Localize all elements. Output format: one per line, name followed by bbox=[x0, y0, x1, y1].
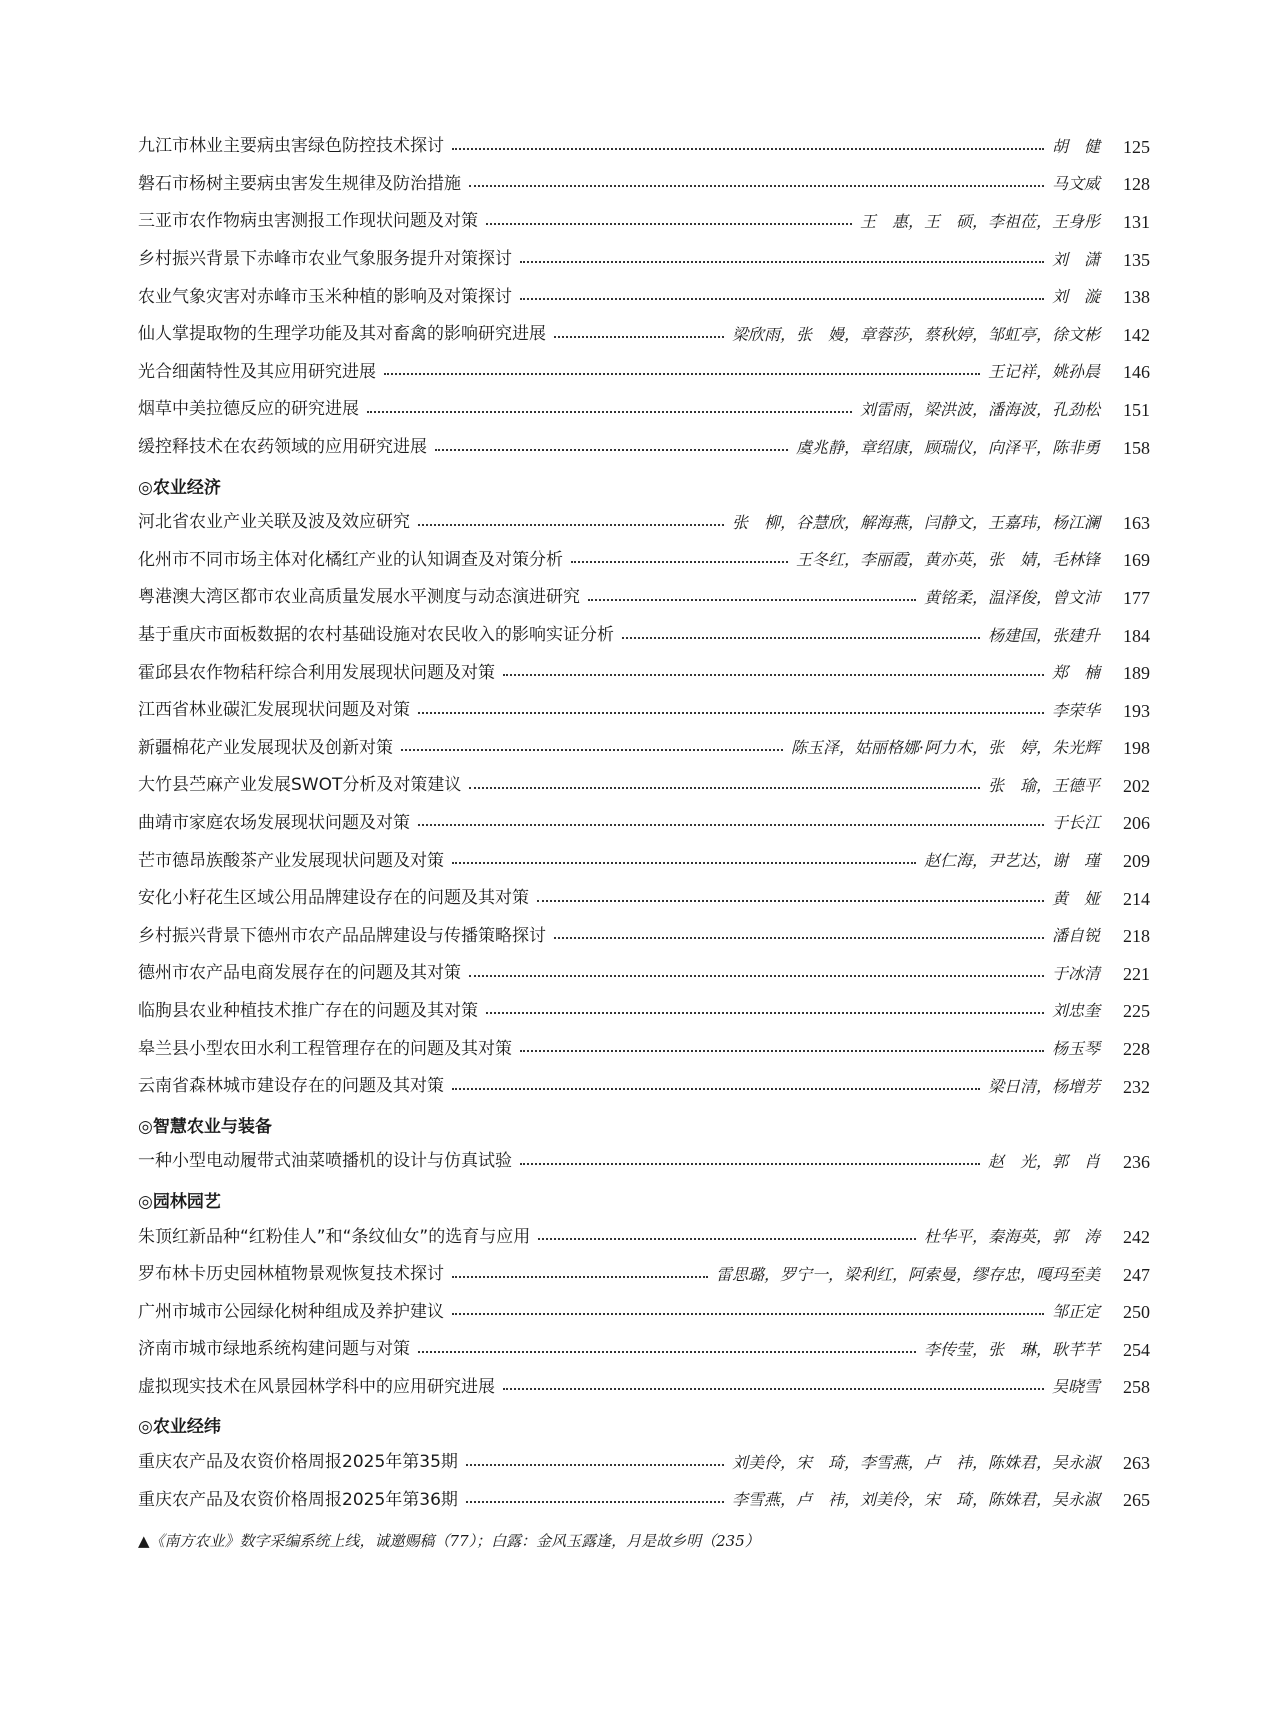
entry-page-number: 135 bbox=[1123, 249, 1150, 270]
toc-entry[interactable] bbox=[138, 1143, 1150, 1181]
dot-leader bbox=[520, 1163, 980, 1165]
entry-page-number: 250 bbox=[1123, 1302, 1150, 1323]
entry-authors: 胡 健 bbox=[1051, 136, 1100, 156]
section-heading: ◎智慧农业与装备 bbox=[138, 1116, 272, 1137]
toc-entry[interactable] bbox=[138, 1331, 1150, 1369]
entry-title: 虚拟现实技术在风景园林学科中的应用研究进展 bbox=[138, 1376, 495, 1397]
entry-page-number: 247 bbox=[1123, 1264, 1150, 1285]
entry-page-number: 202 bbox=[1123, 775, 1150, 796]
dot-leader bbox=[537, 900, 1044, 902]
entry-title: 光合细菌特性及其应用研究进展 bbox=[138, 361, 376, 382]
entry-authors: 李雪燕，卢 祎，刘美伶，宋 琦，陈姝君，吴永淑 bbox=[731, 1490, 1100, 1510]
toc-entry[interactable] bbox=[138, 166, 1150, 204]
entry-authors: 雷思璐，罗宁一，梁利红，阿索曼，缪存忠，嘎玛至美 bbox=[715, 1264, 1100, 1284]
toc-entry[interactable] bbox=[138, 1369, 1150, 1407]
toc-entry[interactable] bbox=[138, 128, 1150, 166]
toc-entry[interactable] bbox=[138, 1218, 1150, 1256]
entry-page-number: 189 bbox=[1123, 663, 1150, 684]
entry-authors: 陈玉泽，姑丽格娜·阿力木，张 婷，朱光辉 bbox=[790, 738, 1100, 758]
entry-authors: 李传莹，张 琳，耿芊芊 bbox=[923, 1339, 1100, 1359]
entry-title: 河北省农业产业关联及波及效应研究 bbox=[138, 512, 410, 533]
entry-authors: 李荣华 bbox=[1051, 700, 1100, 720]
entry-title: 三亚市农作物病虫害测报工作现状问题及对策 bbox=[138, 211, 478, 232]
entry-authors: 刘 漩 bbox=[1051, 287, 1100, 307]
dot-leader bbox=[486, 223, 852, 225]
entry-authors: 刘 潇 bbox=[1051, 249, 1100, 269]
entry-authors: 虞兆静，章绍康，顾瑞仪，向泽平，陈非勇 bbox=[795, 437, 1100, 457]
entry-page-number: 184 bbox=[1123, 625, 1150, 646]
toc-entry[interactable] bbox=[138, 429, 1150, 467]
dot-leader bbox=[469, 787, 980, 789]
entry-title: 芒市德昂族酸茶产业发展现状问题及对策 bbox=[138, 850, 444, 871]
entry-authors: 刘忠奎 bbox=[1051, 1001, 1100, 1021]
entry-page-number: 225 bbox=[1123, 1001, 1150, 1022]
entry-page-number: 128 bbox=[1123, 174, 1150, 195]
toc-entry[interactable] bbox=[138, 1481, 1150, 1519]
entry-authors: 张 瑜，王德平 bbox=[987, 775, 1100, 795]
entry-authors: 王记祥，姚孙晨 bbox=[987, 362, 1100, 382]
entry-title: 烟草中美拉德反应的研究进展 bbox=[138, 399, 359, 420]
toc-entry[interactable] bbox=[138, 278, 1150, 316]
toc-entry[interactable] bbox=[138, 955, 1150, 993]
entry-title: 大竹县苎麻产业发展SWOT分析及对策建议 bbox=[138, 775, 462, 796]
toc-entry[interactable] bbox=[138, 993, 1150, 1031]
dot-leader bbox=[538, 1238, 916, 1240]
entry-title: 临朐县农业种植技术推广存在的问题及其对策 bbox=[138, 1000, 478, 1021]
dot-leader bbox=[503, 674, 1044, 676]
entry-page-number: 158 bbox=[1123, 437, 1150, 458]
toc-entry[interactable] bbox=[138, 1068, 1150, 1106]
entry-authors: 杜华平，秦海英，郭 涛 bbox=[923, 1227, 1100, 1247]
dot-leader bbox=[469, 185, 1044, 187]
dot-leader bbox=[452, 862, 916, 864]
dot-leader bbox=[418, 712, 1044, 714]
entry-authors: 王冬红，李丽霞，黄亦英，张 婧，毛林锋 bbox=[795, 550, 1100, 570]
entry-title: 磐石市杨树主要病虫害发生规律及防治措施 bbox=[138, 173, 461, 194]
entry-authors: 于长江 bbox=[1051, 813, 1100, 833]
entry-authors: 王 惠，王 硕，李祖莅，王身彤 bbox=[859, 211, 1100, 231]
dot-leader bbox=[418, 524, 724, 526]
entry-page-number: 177 bbox=[1123, 587, 1150, 608]
toc-entry[interactable] bbox=[138, 1293, 1150, 1331]
dot-leader bbox=[622, 637, 980, 639]
entry-title: 皋兰县小型农田水利工程管理存在的问题及其对策 bbox=[138, 1038, 512, 1059]
entry-title: 基于重庆市面板数据的农村基础设施对农民收入的影响实证分析 bbox=[138, 625, 614, 646]
toc-entry[interactable] bbox=[138, 654, 1150, 692]
dot-leader bbox=[452, 1313, 1044, 1315]
toc-entry[interactable] bbox=[138, 617, 1150, 655]
entry-title: 济南市城市绿地系统构建问题与对策 bbox=[138, 1339, 410, 1360]
entry-page-number: 209 bbox=[1123, 851, 1150, 872]
toc-entry[interactable] bbox=[138, 692, 1150, 730]
dot-leader bbox=[486, 1012, 1044, 1014]
entry-page-number: 228 bbox=[1123, 1039, 1150, 1060]
toc-entry[interactable] bbox=[138, 805, 1150, 843]
entry-title: 仙人掌提取物的生理学功能及其对畜禽的影响研究进展 bbox=[138, 324, 546, 345]
entry-page-number: 263 bbox=[1123, 1452, 1150, 1473]
entry-page-number: 206 bbox=[1123, 813, 1150, 834]
dot-leader bbox=[520, 1050, 1044, 1052]
entry-authors: 黄铭柔，温泽俊，曾文沛 bbox=[923, 587, 1100, 607]
toc-entry[interactable] bbox=[138, 579, 1150, 617]
entry-title: 江西省林业碳汇发展现状问题及对策 bbox=[138, 700, 410, 721]
dot-leader bbox=[520, 261, 1044, 263]
entry-page-number: 236 bbox=[1123, 1151, 1150, 1172]
entry-title: 农业气象灾害对赤峰市玉米种植的影响及对策探讨 bbox=[138, 286, 512, 307]
section-heading: ◎农业经济 bbox=[138, 477, 221, 498]
entry-title: 朱顶红新品种“红粉佳人”和“条纹仙女”的选育与应用 bbox=[138, 1226, 531, 1247]
entry-title: 乡村振兴背景下德州市农产品品牌建设与传播策略探讨 bbox=[138, 925, 546, 946]
toc-entry[interactable] bbox=[138, 917, 1150, 955]
entry-title: 新疆棉花产业发展现状及创新对策 bbox=[138, 737, 393, 758]
table-of-contents bbox=[138, 128, 1150, 1519]
entry-title: 霍邱县农作物秸秆综合利用发展现状问题及对策 bbox=[138, 662, 495, 683]
entry-page-number: 242 bbox=[1123, 1227, 1150, 1248]
dot-leader bbox=[452, 1088, 980, 1090]
entry-authors: 马文威 bbox=[1051, 174, 1100, 194]
entry-title: 粤港澳大湾区都市农业高质量发展水平测度与动态演进研究 bbox=[138, 587, 580, 608]
dot-leader bbox=[503, 1388, 1044, 1390]
toc-entry[interactable] bbox=[138, 842, 1150, 880]
entry-authors: 吴晓雪 bbox=[1051, 1377, 1100, 1397]
dot-leader bbox=[367, 411, 852, 413]
toc-entry[interactable] bbox=[138, 241, 1150, 279]
entry-authors: 梁欣雨，张 嫚，章蓉莎，蔡秋婷，邹虹亭，徐文彬 bbox=[731, 324, 1100, 344]
entry-authors: 黄 娅 bbox=[1051, 888, 1100, 908]
entry-page-number: 214 bbox=[1123, 888, 1150, 909]
entry-authors: 杨建国，张建升 bbox=[987, 625, 1100, 645]
dot-leader bbox=[401, 749, 783, 751]
footnote: ▲《南方农业》数字采编系统上线，诚邀赐稿（77）；白露：金风玉露逢，月是故乡明（235） bbox=[138, 1532, 760, 1550]
dot-leader bbox=[418, 824, 1044, 826]
section-heading: ◎农业经纬 bbox=[138, 1417, 221, 1438]
toc-entry[interactable] bbox=[138, 354, 1150, 392]
entry-title: 重庆农产品及农资价格周报2025年第35期 bbox=[138, 1452, 458, 1473]
toc-entry[interactable] bbox=[138, 880, 1150, 918]
toc-entry[interactable] bbox=[138, 767, 1150, 805]
dot-leader bbox=[554, 336, 724, 338]
entry-title: 九江市林业主要病虫害绿色防控技术探讨 bbox=[138, 136, 444, 157]
dot-leader bbox=[554, 937, 1044, 939]
entry-title: 化州市不同市场主体对化橘红产业的认知调查及对策分析 bbox=[138, 549, 563, 570]
entry-authors: 赵 光，郭 肖 bbox=[987, 1151, 1100, 1171]
dot-leader bbox=[452, 1276, 708, 1278]
toc-entry[interactable] bbox=[138, 316, 1150, 354]
entry-title: 安化小籽花生区域公用品牌建设存在的问题及其对策 bbox=[138, 888, 529, 909]
entry-page-number: 131 bbox=[1123, 211, 1150, 232]
entry-authors: 张 柳，谷慧欣，解海燕，闫静文，王嘉玮，杨江澜 bbox=[731, 512, 1100, 532]
toc-entry[interactable] bbox=[138, 203, 1150, 241]
entry-page-number: 169 bbox=[1123, 550, 1150, 571]
entry-page-number: 146 bbox=[1123, 362, 1150, 383]
entry-page-number: 218 bbox=[1123, 926, 1150, 947]
toc-entry[interactable] bbox=[138, 542, 1150, 580]
toc-entry[interactable] bbox=[138, 504, 1150, 542]
entry-page-number: 142 bbox=[1123, 324, 1150, 345]
toc-entry[interactable] bbox=[138, 730, 1150, 768]
entry-page-number: 232 bbox=[1123, 1076, 1150, 1097]
entry-title: 缓控释技术在农药领域的应用研究进展 bbox=[138, 437, 427, 458]
entry-title: 乡村振兴背景下赤峰市农业气象服务提升对策探讨 bbox=[138, 249, 512, 270]
entry-authors: 刘雷雨，梁洪波，潘海波，孔劲松 bbox=[859, 399, 1100, 419]
dot-leader bbox=[466, 1501, 724, 1503]
toc-entry[interactable] bbox=[138, 1030, 1150, 1068]
entry-authors: 于冰清 bbox=[1051, 963, 1100, 983]
entry-page-number: 125 bbox=[1123, 136, 1150, 157]
entry-authors: 杨玉琴 bbox=[1051, 1039, 1100, 1059]
toc-entry[interactable] bbox=[138, 391, 1150, 429]
entry-page-number: 265 bbox=[1123, 1490, 1150, 1511]
toc-entry[interactable] bbox=[138, 1256, 1150, 1294]
entry-authors: 郑 楠 bbox=[1051, 663, 1100, 683]
entry-page-number: 138 bbox=[1123, 287, 1150, 308]
entry-page-number: 198 bbox=[1123, 738, 1150, 759]
entry-title: 罗布林卡历史园林植物景观恢复技术探讨 bbox=[138, 1264, 444, 1285]
dot-leader bbox=[520, 298, 1044, 300]
dot-leader bbox=[466, 1464, 724, 1466]
entry-page-number: 221 bbox=[1123, 963, 1150, 984]
dot-leader bbox=[452, 148, 1044, 150]
entry-authors: 潘自锐 bbox=[1051, 926, 1100, 946]
entry-title: 一种小型电动履带式油菜喷播机的设计与仿真试验 bbox=[138, 1151, 512, 1172]
entry-page-number: 258 bbox=[1123, 1377, 1150, 1398]
entry-title: 云南省森林城市建设存在的问题及其对策 bbox=[138, 1076, 444, 1097]
entry-authors: 邹正定 bbox=[1051, 1302, 1100, 1322]
dot-leader bbox=[384, 373, 980, 375]
entry-page-number: 151 bbox=[1123, 399, 1150, 420]
dot-leader bbox=[469, 975, 1044, 977]
section-heading: ◎园林园艺 bbox=[138, 1191, 221, 1212]
entry-authors: 梁日清，杨增芳 bbox=[987, 1076, 1100, 1096]
toc-entry[interactable] bbox=[138, 1444, 1150, 1482]
entry-page-number: 254 bbox=[1123, 1339, 1150, 1360]
entry-page-number: 163 bbox=[1123, 512, 1150, 533]
entry-page-number: 193 bbox=[1123, 700, 1150, 721]
entry-title: 广州市城市公园绿化树种组成及养护建议 bbox=[138, 1301, 444, 1322]
entry-title: 曲靖市家庭农场发展现状问题及对策 bbox=[138, 812, 410, 833]
entry-authors: 刘美伶，宋 琦，李雪燕，卢 祎，陈姝君，吴永淑 bbox=[731, 1452, 1100, 1472]
dot-leader bbox=[571, 561, 788, 563]
dot-leader bbox=[435, 449, 788, 451]
entry-title: 德州市农产品电商发展存在的问题及其对策 bbox=[138, 963, 461, 984]
dot-leader bbox=[588, 599, 916, 601]
entry-title: 重庆农产品及农资价格周报2025年第36期 bbox=[138, 1489, 458, 1510]
dot-leader bbox=[418, 1351, 916, 1353]
entry-authors: 赵仁海，尹艺达，谢 瑾 bbox=[923, 851, 1100, 871]
